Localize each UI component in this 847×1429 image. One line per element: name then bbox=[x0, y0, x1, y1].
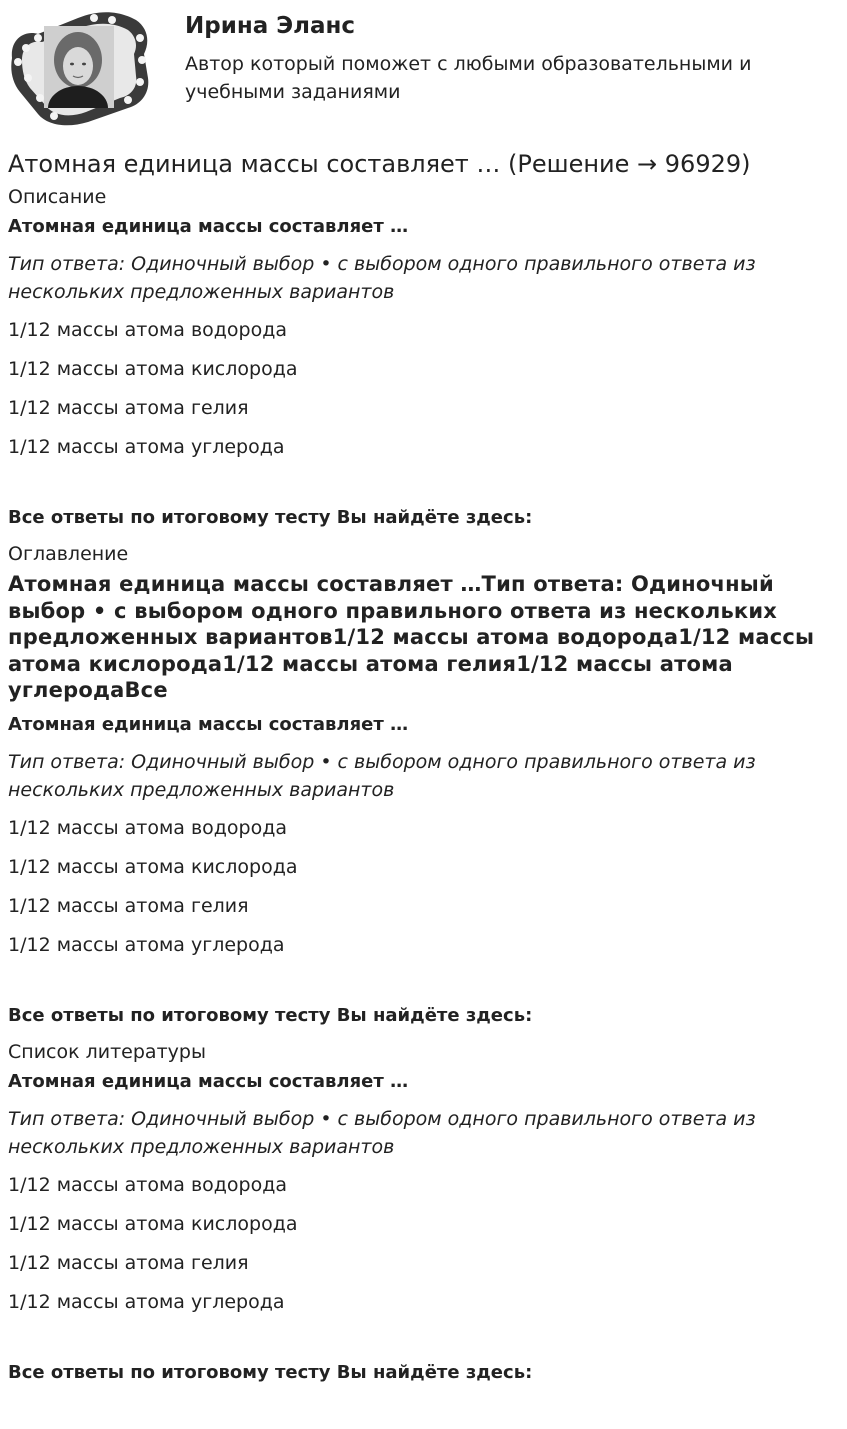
all-answers-note: Все ответы по итоговому тесту Вы найдёте здесь: bbox=[8, 507, 533, 528]
author-avatar-icon bbox=[8, 8, 150, 126]
toc-label: Оглавление bbox=[8, 543, 129, 565]
answer-option: 1/12 массы атома водорода bbox=[8, 319, 288, 341]
answer-option: 1/12 массы атома углерода bbox=[8, 1290, 285, 1313]
answer-option: 1/12 массы атома кислорода bbox=[8, 1212, 298, 1235]
question-type: Тип ответа: Одиночный выбор • с выбором одного правильного ответа из нескольких предложенных вариантов bbox=[8, 750, 756, 801]
answer-option: 1/12 массы атома гелия bbox=[8, 894, 249, 917]
all-answers-note: Все ответы по итоговому тесту Вы найдёте здесь: bbox=[8, 1004, 533, 1026]
all-answers-note: Все ответы по итоговому тесту Вы найдёте здесь: bbox=[8, 1361, 533, 1383]
answer-option: 1/12 массы атома водорода bbox=[8, 816, 288, 839]
literature-label: Список литературы bbox=[8, 1040, 206, 1063]
answer-option: 1/12 массы атома гелия bbox=[8, 397, 249, 419]
toc-text: Атомная единица массы составляет …Тип ответа: Одиночный выбор • с выбором одного правильного ответа из нескольких предложенных вариантов1/12 массы атома водорода1/12 массы атома кислорода1/12 массы атома гелия1/12 массы атома углеродаВсе bbox=[8, 572, 815, 702]
question-type: Тип ответа: Одиночный выбор • с выбором одного правильного ответа из нескольких предложенных вариантов bbox=[8, 253, 756, 303]
answer-option: 1/12 массы атома кислорода bbox=[8, 358, 298, 380]
question-text: Атомная единица массы составляет … bbox=[8, 1070, 409, 1092]
question-type: Тип ответа: Одиночный выбор • с выбором одного правильного ответа из нескольких предложенных вариантов bbox=[8, 1107, 756, 1158]
page-title: Атомная единица массы составляет … (Решение → 96929) bbox=[8, 150, 751, 178]
author-description: Автор который поможет с любыми образовательными и учебными заданиями bbox=[185, 53, 752, 103]
main-content bbox=[8, 146, 818, 1396]
author-header bbox=[0, 0, 847, 130]
question-text: Атомная единица массы составляет … bbox=[8, 713, 409, 735]
question-text: Атомная единица массы составляет … bbox=[8, 216, 409, 237]
answer-option: 1/12 массы атома гелия bbox=[8, 1251, 249, 1274]
author-name: Ирина Эланс bbox=[185, 13, 356, 39]
answer-option: 1/12 массы атома углерода bbox=[8, 436, 285, 458]
description-label: Описание bbox=[8, 186, 107, 208]
answer-option: 1/12 массы атома углерода bbox=[8, 933, 285, 956]
answer-option: 1/12 массы атома кислорода bbox=[8, 855, 298, 878]
answer-option: 1/12 массы атома водорода bbox=[8, 1173, 288, 1196]
